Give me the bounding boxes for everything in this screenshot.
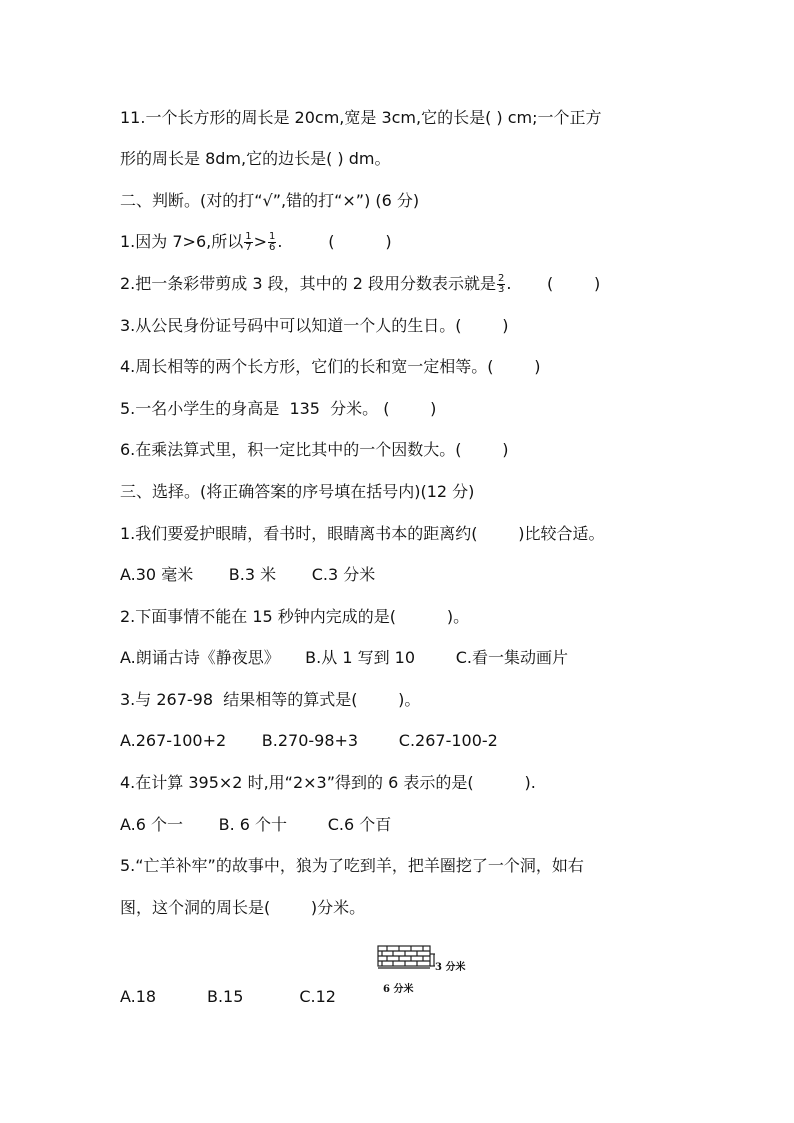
judge-item-2-prefix: 2.把一条彩带剪成 3 段，其中的 2 段用分数表示就是 (120, 274, 496, 293)
figure-bottom-label: 6 分米 (383, 984, 414, 995)
judge-item-4: 4.周长相等的两个长方形，它们的长和宽一定相等。( ) (120, 357, 541, 376)
fraction (244, 232, 252, 253)
q11-line2: 形的周长是 8dm,它的边长是( ) dm。 (120, 149, 391, 168)
choice-q4-text: 4.在计算 395×2 时,用“2×3”得到的 6 表示的是( ). (120, 773, 536, 792)
fraction-denominator: 6 (269, 242, 276, 253)
judge-item-5: 5.一名小学生的身高是 135 分米。 ( ) (120, 399, 437, 418)
judge-item-2-suffix: . ( ) (506, 274, 601, 293)
section-judge-heading: 二、判断。(对的打“√”,错的打“×”) (6 分) (120, 191, 420, 210)
choice-q4-options: A.6 个一 B. 6 个十 C.6 个百 (120, 815, 392, 834)
choice-q3-text: 3.与 267-98 结果相等的算式是( )。 (120, 690, 421, 709)
choice-q2-text: 2.下面事情不能在 15 秒钟内完成的是( )。 (120, 607, 470, 626)
choice-q3-options: A.267-100+2 B.270-98+3 C.267-100-2 (120, 731, 498, 750)
section-choice-heading: 三、选择。(将正确答案的序号填在括号内)(12 分) (120, 482, 475, 501)
greater-than-sign: > (253, 232, 267, 251)
choice-q1-options: A.30 毫米 B.3 米 C.3 分米 (120, 565, 376, 584)
judge-item-1 (120, 232, 392, 253)
fraction-denominator: 3 (497, 284, 505, 295)
judge-item-6: 6.在乘法算式里，积一定比其中的一个因数大。( ) (120, 440, 509, 459)
fraction (268, 232, 276, 253)
fraction (497, 274, 505, 295)
figure-side-label: 3 分米 (435, 962, 466, 973)
choice-q2-options: A.朗诵古诗《静夜思》 B.从 1 写到 10 C.看一集动画片 (120, 648, 568, 667)
judge-item-1-suffix: . ( ) (277, 232, 392, 251)
fraction-numerator: 1 (245, 231, 252, 242)
judge-item-2 (120, 274, 600, 295)
brick-wall-illustration (377, 944, 437, 970)
choice-q5-line1: 5.“亡羊补牢”的故事中，狼为了吃到羊，把羊圈挖了一个洞，如右 (120, 856, 584, 875)
sheepfold-hole-figure (375, 944, 495, 996)
judge-item-1-prefix: 1.因为 7>6,所以 (120, 232, 244, 251)
judge-item-3: 3.从公民身份证号码中可以知道一个人的生日。( ) (120, 316, 509, 335)
fraction-numerator: 2 (497, 273, 505, 284)
choice-q1-text: 1.我们要爱护眼睛，看书时，眼睛离书本的距离约( )比较合适。 (120, 524, 605, 543)
fraction-numerator: 1 (269, 231, 276, 242)
choice-q5-line2: 图，这个洞的周长是( )分米。 (120, 898, 366, 917)
q11-line1: 11.一个长方形的周长是 20cm,宽是 3cm,它的长是( ) cm;一个正方 (120, 108, 602, 127)
choice-q5-options: A.18 B.15 C.12 (120, 987, 336, 1006)
fraction-denominator: 7 (245, 242, 252, 253)
